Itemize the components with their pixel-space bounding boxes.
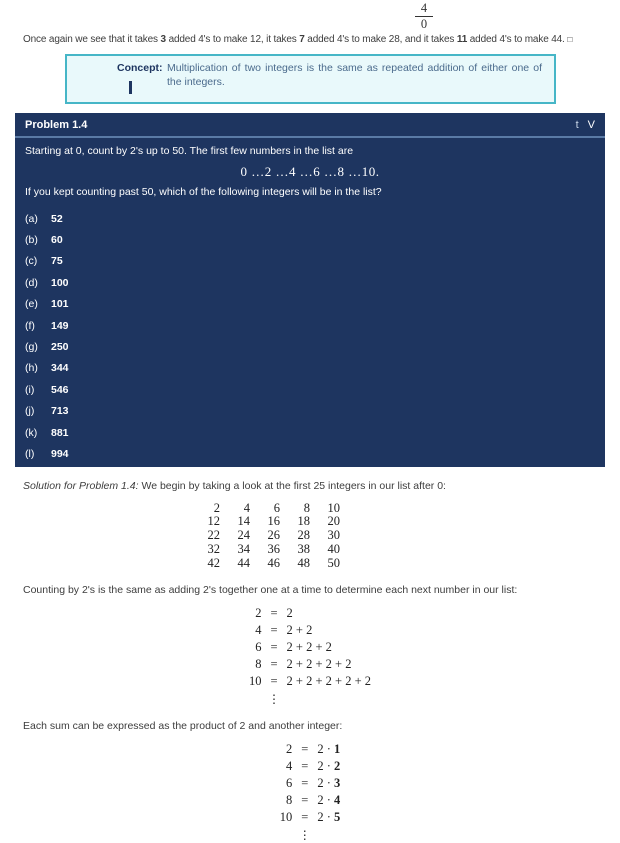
- grid-cell: 42: [207, 555, 220, 570]
- option-b: [25, 229, 595, 250]
- grid-row: [190, 543, 340, 557]
- grid-cell: 20: [327, 514, 340, 529]
- equation-row: [280, 792, 340, 809]
- vertical-dots-partial: ⋮: [298, 827, 311, 842]
- eq-rhs: [317, 775, 340, 792]
- grid-cell: 34: [237, 542, 250, 557]
- text-toggle-icon[interactable]: t: [575, 119, 579, 131]
- grid-cell: 8: [303, 500, 310, 515]
- grid-cell: 30: [327, 528, 340, 543]
- option-a: [25, 208, 595, 229]
- option-j: [25, 401, 595, 422]
- option-value: 52: [51, 212, 63, 225]
- grid-cell: 10: [327, 500, 340, 515]
- qed-square-icon: □: [567, 34, 573, 44]
- equation-row: [249, 673, 371, 690]
- fraction-fragment: [415, 0, 433, 30]
- grid-cell: 36: [267, 542, 280, 557]
- grid-cell: 50: [327, 555, 340, 570]
- adding-paragraph: Counting by 2's is the same as adding 2's together one at a time to determine each next number in our list:: [23, 583, 518, 596]
- factor: 2 ·: [317, 809, 331, 824]
- grid-cell: 28: [297, 528, 310, 543]
- eq-rhs: [317, 792, 340, 809]
- multiplier: 2: [333, 758, 341, 773]
- option-label: (i): [25, 383, 35, 396]
- sequence-math: 0 …2 …4 …6 …8 …10.: [240, 164, 380, 179]
- factor: 2 ·: [317, 758, 331, 773]
- equation-row: [249, 605, 371, 622]
- problem-box: [15, 113, 605, 467]
- option-label: (e): [25, 298, 38, 311]
- option-label: (k): [25, 426, 38, 439]
- intro-bold-11: 11: [456, 34, 468, 45]
- grid-cell: 44: [237, 555, 250, 570]
- option-d: [25, 272, 595, 293]
- equation-row: [280, 741, 340, 758]
- grid-cell: 16: [267, 514, 280, 529]
- eq-rhs: [317, 809, 340, 826]
- grid-cell: 32: [207, 542, 220, 557]
- option-value: 713: [51, 405, 69, 418]
- intro-text-1: Once again we see that it takes: [23, 34, 161, 45]
- equation-row: [249, 656, 371, 673]
- eq-rhs: 2 + 2 + 2: [286, 639, 332, 654]
- problem-intro: Starting at 0, count by 2's up to 50. The first few numbers in the list are: [25, 145, 354, 157]
- equation-row: [280, 775, 340, 792]
- option-label: (f): [25, 319, 35, 332]
- multiplier: 3: [333, 775, 341, 790]
- equals-sign: =: [301, 792, 309, 807]
- option-value: 100: [51, 276, 69, 289]
- option-label: (h): [25, 362, 38, 375]
- grid-row: [190, 529, 340, 543]
- eq-lhs: 2: [255, 605, 262, 620]
- grid-cell: 24: [237, 528, 250, 543]
- problem-body: [15, 138, 605, 467]
- option-value: 101: [51, 298, 69, 311]
- eq-rhs: 2 + 2 + 2 + 2: [286, 656, 352, 671]
- option-label: (d): [25, 276, 38, 289]
- eq-lhs: 10: [279, 809, 293, 824]
- option-label: (b): [25, 234, 38, 247]
- solution-lead-text: We begin by taking a look at the first 25 integers in our list after 0:: [138, 479, 446, 492]
- eq-lhs: 6: [286, 775, 293, 790]
- equals-sign: =: [301, 775, 309, 790]
- equals-sign: =: [301, 809, 309, 824]
- equals-sign: =: [301, 758, 309, 773]
- equals-sign: =: [270, 656, 278, 671]
- grid-cell: 40: [327, 542, 340, 557]
- option-value: 546: [51, 383, 69, 396]
- option-g: [25, 336, 595, 357]
- eq-lhs: 4: [255, 622, 262, 637]
- solution-lead: [23, 480, 597, 493]
- grid-cell: 22: [207, 528, 220, 543]
- eq-lhs: 6: [255, 639, 262, 654]
- eq-rhs: 2: [286, 605, 293, 620]
- option-label: (j): [25, 405, 35, 418]
- eq-rhs: 2 + 2 + 2 + 2 + 2: [286, 673, 371, 688]
- vdots-row: [249, 690, 371, 707]
- equals-sign: =: [270, 622, 278, 637]
- grid-cell: 38: [297, 542, 310, 557]
- option-label: (l): [25, 447, 35, 460]
- eq-lhs: 10: [248, 673, 262, 688]
- factor: 2 ·: [317, 741, 331, 756]
- equals-sign: =: [301, 741, 309, 756]
- multiplier: 5: [333, 809, 341, 824]
- problem-question: If you kept counting past 50, which of the following integers will be in the list?: [25, 186, 382, 198]
- multiplier: 4: [333, 792, 341, 807]
- problem-header-toolbar: [576, 118, 595, 132]
- multiplier: 1: [333, 741, 341, 756]
- product-equations: [280, 741, 340, 843]
- concept-box: [65, 54, 556, 104]
- option-f: [25, 315, 595, 336]
- option-k: [25, 422, 595, 443]
- intro-text-2: added 4's to make 12, it takes: [165, 34, 300, 45]
- option-c: [25, 251, 595, 272]
- vertical-dots: ⋮: [268, 691, 281, 706]
- equation-row: [280, 758, 340, 775]
- option-value: 250: [51, 341, 69, 354]
- even-numbers-grid: [190, 502, 340, 571]
- equals-sign: =: [270, 639, 278, 654]
- grid-cell: 48: [297, 555, 310, 570]
- eq-lhs: 2: [286, 741, 293, 756]
- eq-lhs: 8: [255, 656, 262, 671]
- sums-equations: [249, 605, 371, 707]
- equation-row: [280, 809, 340, 826]
- concept-label-column: [67, 62, 167, 94]
- equation-row: [249, 622, 371, 639]
- equals-sign: =: [270, 673, 278, 688]
- option-l: [25, 443, 595, 464]
- intro-text-3: added 4's to make 28, and it takes: [304, 34, 457, 45]
- equation-row: [249, 639, 371, 656]
- eq-lhs: 8: [286, 792, 293, 807]
- vdots-row: [280, 826, 340, 843]
- concept-label: Concept:: [117, 62, 163, 74]
- option-value: 994: [51, 447, 69, 460]
- text-cursor-icon: [129, 81, 132, 94]
- option-value: 149: [51, 319, 69, 332]
- grid-row: [190, 502, 340, 516]
- grid-cell: 2: [213, 500, 220, 515]
- option-label: (a): [25, 212, 38, 225]
- solution-label: Solution for Problem 1.4:: [23, 479, 139, 492]
- option-label: (c): [25, 255, 38, 268]
- factor: 2 ·: [317, 792, 331, 807]
- fraction-numerator: 4: [415, 2, 433, 17]
- eq-rhs: [317, 758, 340, 775]
- fraction-denominator: 0: [420, 16, 428, 31]
- option-value: 881: [51, 426, 69, 439]
- intro-paragraph: [23, 34, 620, 45]
- grid-row: [190, 557, 340, 571]
- intro-bold-7: 7: [299, 34, 305, 45]
- grid-cell: 4: [243, 500, 250, 515]
- option-i: [25, 379, 595, 400]
- grid-cell: 14: [237, 514, 250, 529]
- grid-cell: 6: [273, 500, 280, 515]
- option-value: 344: [51, 362, 69, 375]
- problem-header: [15, 113, 605, 138]
- intro-text-4: added 4's to make 44.: [467, 34, 568, 45]
- grid-cell: 46: [267, 555, 280, 570]
- grid-cell: 26: [267, 528, 280, 543]
- option-e: [25, 294, 595, 315]
- grid-cell: 12: [207, 514, 220, 529]
- option-value: 60: [51, 234, 63, 247]
- answer-options-list: [25, 208, 595, 465]
- concept-text: Multiplication of two integers is the same as repeated addition of either one of the integers.: [167, 62, 542, 88]
- grid-cell: 18: [297, 514, 310, 529]
- option-label: (g): [25, 341, 38, 354]
- problem-title: Problem 1.4: [25, 119, 88, 131]
- option-h: [25, 358, 595, 379]
- eq-lhs: 4: [286, 758, 293, 773]
- equals-sign: =: [270, 605, 278, 620]
- eq-rhs: 2 + 2: [286, 622, 313, 637]
- option-value: 75: [51, 255, 63, 268]
- product-paragraph: Each sum can be expressed as the product of 2 and another integer:: [23, 719, 343, 732]
- grid-row: [190, 515, 340, 529]
- intro-bold-3: 3: [160, 34, 166, 45]
- factor: 2 ·: [317, 775, 331, 790]
- eq-rhs: [317, 741, 340, 758]
- video-link-icon[interactable]: V: [587, 119, 595, 131]
